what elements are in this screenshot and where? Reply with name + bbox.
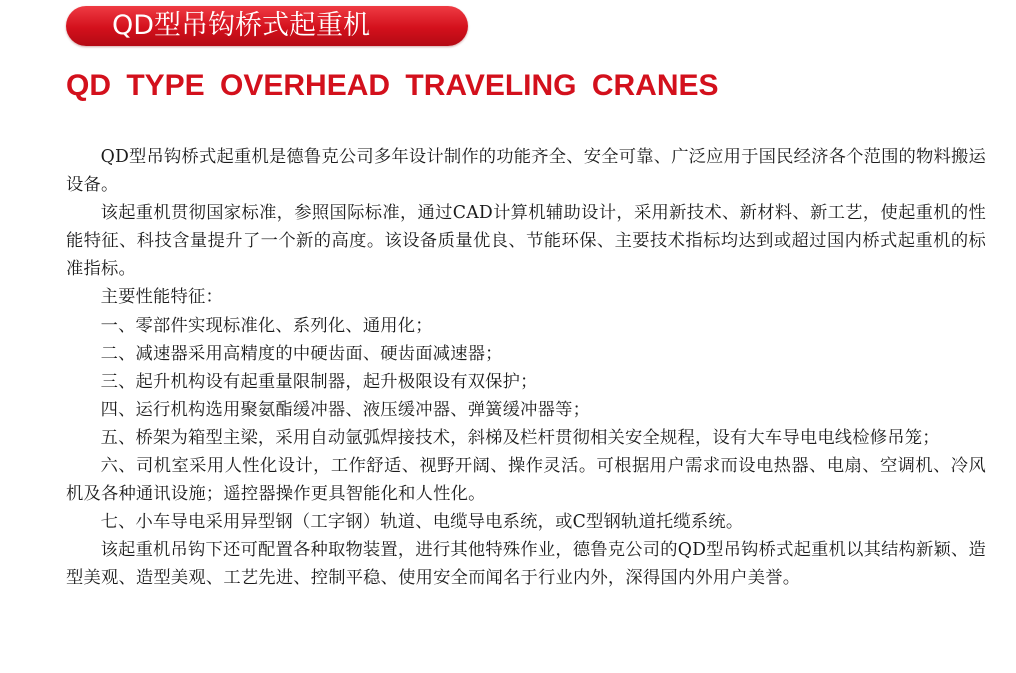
- paragraph-standards: 该起重机贯彻国家标准，参照国际标准，通过CAD计算机辅助设计，采用新技术、新材料、新工艺，使起重机的性能特征、科技含量提升了一个新的高度。该设备质量优良、节能环保、主要技术指标均达到或超过国内桥式起重机的标准指标。: [66, 203, 986, 280]
- body-text: [66, 143, 986, 593]
- paragraph-features-heading: 主要性能特征：: [100, 287, 223, 308]
- feature-item-5: 五、桥架为箱型主梁，采用自动氩弧焊接技术，斜梯及栏杆贯彻相关安全规程，设有大车导电电线检修吊笼；: [100, 427, 940, 448]
- feature-item-4: 四、运行机构选用聚氨酯缓冲器、液压缓冲器、弹簧缓冲器等；: [100, 399, 591, 420]
- page-title: QD型吊钩桥式起重机: [112, 10, 371, 41]
- paragraph-intro: QD型吊钩桥式起重机是德鲁克公司多年设计制作的功能齐全、安全可靠、广泛应用于国民经济各个范围的物料搬运设备。: [66, 147, 986, 196]
- feature-item-6: 六、司机室采用人性化设计，工作舒适、视野开阔、操作灵活。可根据用户需求而设电热器、电扇、空调机、冷风机及各种通讯设施；遥控器操作更具智能化和人性化。: [66, 456, 986, 505]
- paragraph-conclusion: 该起重机吊钩下还可配置各种取物装置，进行其他特殊作业，德鲁克公司的QD型吊钩桥式起重机以其结构新颖、造型美观、造型美观、工艺先进、控制平稳、使用安全而闻名于行业内外，深得国内外用户美誉。: [66, 540, 986, 589]
- feature-item-3: 三、起升机构设有起重量限制器，起升极限设有双保护；: [100, 371, 538, 392]
- feature-item-2: 二、减速器采用高精度的中硬齿面、硬齿面减速器；: [100, 343, 503, 364]
- feature-item-7: 七、小车导电采用异型钢（工字钢）轨道、电缆导电系统，或C型钢轨道托缆系统。: [100, 512, 744, 533]
- feature-item-1: 一、零部件实现标准化、系列化、通用化；: [100, 315, 433, 336]
- title-banner: [66, 6, 468, 46]
- page-subtitle-english: QD TYPE OVERHEAD TRAVELING CRANES: [66, 69, 719, 102]
